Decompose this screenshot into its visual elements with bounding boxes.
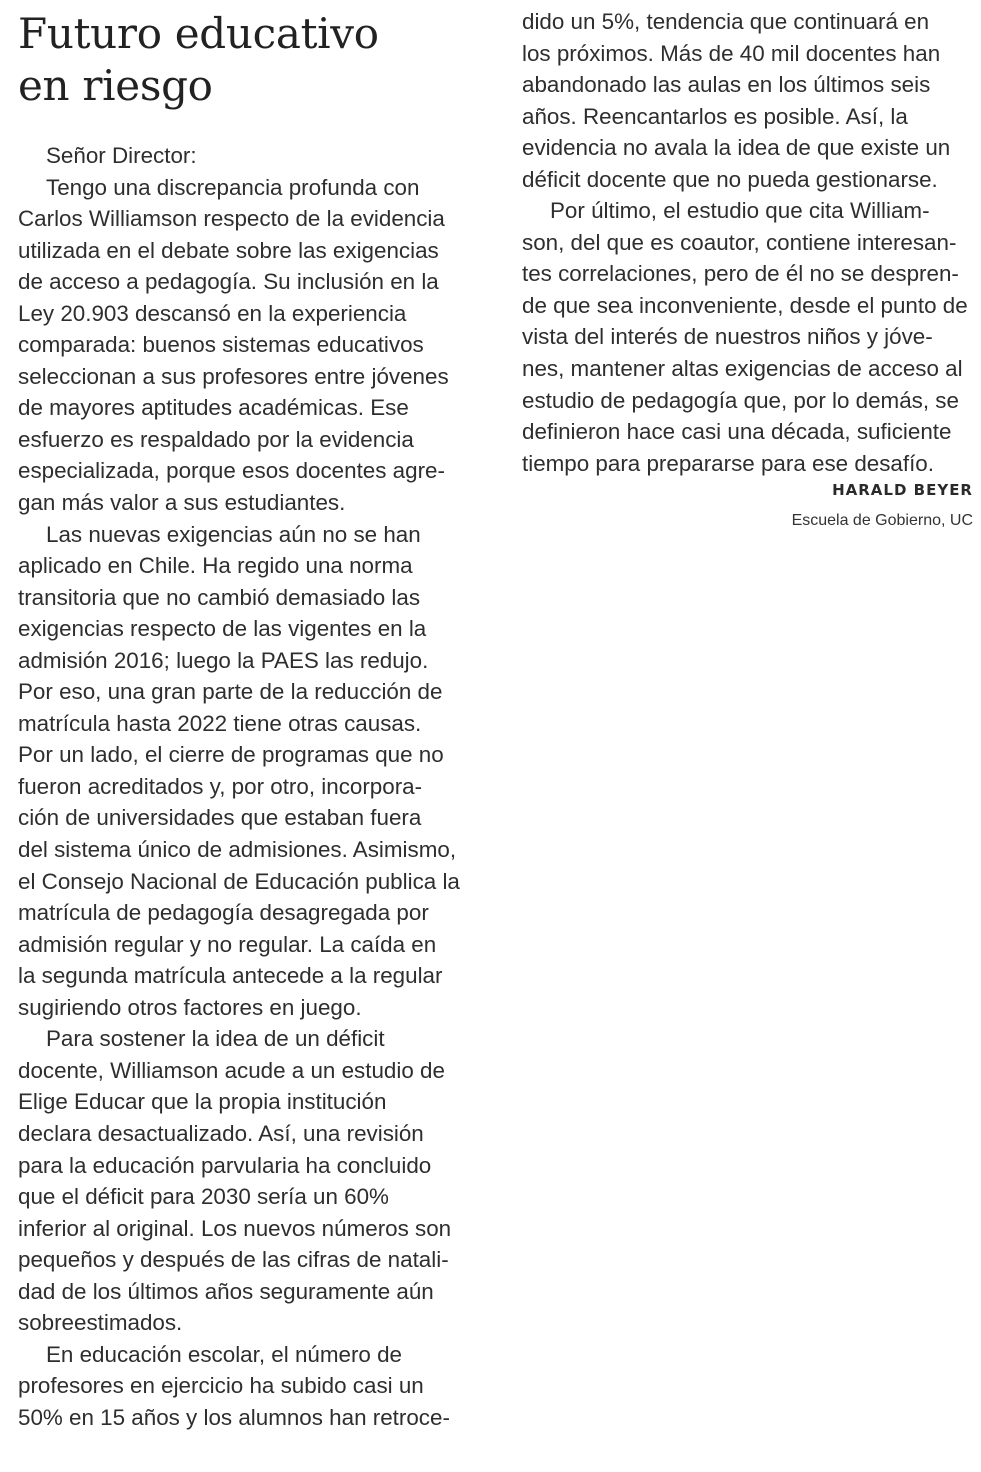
body-text-line: Por último, el estudio que cita William- bbox=[550, 198, 930, 224]
right-column-body bbox=[522, 6, 974, 479]
body-text-line: comparada: buenos sistemas educativos bbox=[18, 332, 424, 358]
body-text-line: pequeños y después de las cifras de natali- bbox=[18, 1247, 449, 1273]
body-text-line: del sistema único de admisiones. Asimismo, bbox=[18, 837, 457, 863]
body-text-line: el Consejo Nacional de Educación publica la bbox=[18, 868, 460, 894]
body-text-line: la segunda matrícula antecede a la regular bbox=[18, 963, 443, 989]
body-text-line: déficit docente que no pueda gestionarse. bbox=[522, 166, 938, 192]
body-text-line: Por un lado, el cierre de programas que no bbox=[18, 742, 444, 768]
body-text-line: tiempo para prepararse para ese desafío. bbox=[522, 450, 934, 476]
author-signature: HARALD BEYER bbox=[832, 481, 973, 499]
body-text-line: transitoria que no cambió demasiado las bbox=[18, 584, 421, 610]
body-text-line: aplicado en Chile. Ha regido una norma bbox=[18, 553, 413, 579]
body-text-line: Señor Director: bbox=[46, 143, 197, 168]
body-text-line: 50% en 15 años y los alumnos han retroce- bbox=[18, 1404, 450, 1430]
body-text-line: que el déficit para 2030 sería un 60% bbox=[18, 1184, 389, 1210]
body-text-line: gan más valor a sus estudiantes. bbox=[18, 490, 346, 516]
body-text-line: de mayores aptitudes académicas. Ese bbox=[18, 395, 409, 421]
body-text-line: declara desactualizado. Así, una revisión bbox=[18, 1120, 424, 1146]
article-headline bbox=[18, 8, 488, 112]
body-text-line: años. Reencantarlos es posible. Así, la bbox=[522, 103, 908, 129]
body-text-line: de acceso a pedagogía. Su inclusión en la bbox=[18, 269, 439, 295]
body-text-line: Las nuevas exigencias aún no se han bbox=[46, 521, 421, 547]
body-text-line: Por eso, una gran parte de la reducción de bbox=[18, 679, 443, 705]
body-text-line: para la educación parvularia ha concluido bbox=[18, 1152, 432, 1178]
body-text-line: inferior al original. Los nuevos números son bbox=[18, 1215, 452, 1241]
body-text-line: los próximos. Más de 40 mil docentes han bbox=[522, 40, 941, 66]
body-text-line: especializada, porque esos docentes agre- bbox=[18, 458, 445, 484]
body-text-line: sobreestimados. bbox=[18, 1310, 183, 1336]
body-text-line: son, del que es coautor, contiene interesan- bbox=[522, 229, 957, 255]
body-text-line: esfuerzo es respaldado por la evidencia bbox=[18, 426, 414, 452]
left-column-body bbox=[18, 140, 478, 1433]
body-text-line: admisión 2016; luego la PAES las redujo. bbox=[18, 647, 429, 673]
body-text-line: Carlos Williamson respecto de la evidencia bbox=[18, 206, 445, 232]
body-text-line: estudio de pedagogía que, por lo demás, se bbox=[522, 387, 959, 413]
body-text-line: definieron hace casi una década, suficiente bbox=[522, 419, 952, 445]
body-text-line: de que sea inconveniente, desde el punto de bbox=[522, 292, 968, 318]
body-text-line: dad de los últimos años seguramente aún bbox=[18, 1278, 434, 1304]
body-text-line: vista del interés de nuestros niños y jóve- bbox=[522, 324, 933, 350]
body-text-line: Para sostener la idea de un déficit bbox=[46, 1026, 385, 1052]
headline-line: Futuro educativo bbox=[18, 9, 379, 58]
author-affiliation: Escuela de Gobierno, UC bbox=[791, 512, 973, 529]
body-text-line: tes correlaciones, pero de él no se despren- bbox=[522, 261, 959, 287]
body-text-line: fueron acreditados y, por otro, incorpora- bbox=[18, 773, 423, 799]
body-text-line: utilizada en el debate sobre las exigencias bbox=[18, 237, 439, 263]
body-text-line: abandonado las aulas en los últimos seis bbox=[522, 72, 931, 98]
body-text-line: sugiriendo otros factores en juego. bbox=[18, 994, 362, 1020]
body-text-line: Tengo una discrepancia profunda con bbox=[46, 174, 420, 200]
body-text-line: En educación escolar, el número de bbox=[46, 1341, 402, 1367]
body-text-line: admisión regular y no regular. La caída en bbox=[18, 931, 437, 957]
body-text-line: matrícula de pedagogía desagregada por bbox=[18, 900, 429, 926]
body-text-line: Elige Educar que la propia institución bbox=[18, 1089, 387, 1115]
body-text-line: dido un 5%, tendencia que continuará en bbox=[522, 9, 930, 34]
body-text-line: seleccionan a sus profesores entre jóvenes bbox=[18, 363, 449, 389]
body-text-line: docente, Williamson acude a un estudio de bbox=[18, 1057, 445, 1083]
body-text-line: matrícula hasta 2022 tiene otras causas. bbox=[18, 710, 422, 736]
headline-line: en riesgo bbox=[18, 61, 213, 110]
body-text-line: nes, mantener altas exigencias de acceso al bbox=[522, 356, 963, 382]
body-text-line: exigencias respecto de las vigentes en la bbox=[18, 616, 427, 642]
body-text-line: profesores en ejercicio ha subido casi un bbox=[18, 1373, 424, 1399]
body-text-line: Ley 20.903 descansó en la experiencia bbox=[18, 300, 407, 326]
body-text-line: ción de universidades que estaban fuera bbox=[18, 805, 422, 831]
body-text-line: evidencia no avala la idea de que existe un bbox=[522, 135, 951, 161]
